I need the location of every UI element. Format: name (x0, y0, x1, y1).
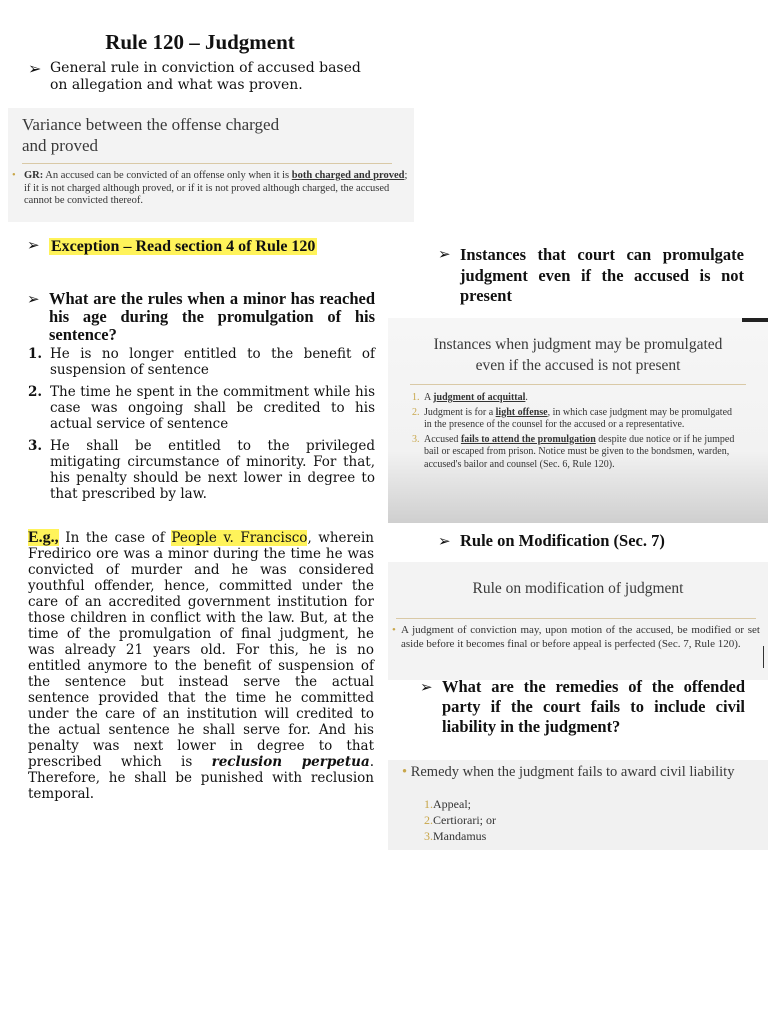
arrow-bullet-icon: ➢ (27, 236, 40, 254)
minor-question: ➢ What are the rules when a minor has reached his age during the promulgation of his sentence? (27, 289, 375, 344)
modification-heading: ➢ Rule on Modification (Sec. 7) (438, 531, 665, 550)
slide-modification (388, 562, 768, 680)
list-item: 1. A judgment of acquittal. (412, 392, 528, 403)
list-item: 2. The time he spent in the commitment while his case was ongoing shall be credited to his actual service of sentence (28, 384, 375, 432)
slide-remedies-list (424, 796, 496, 844)
list-item: 3.Mandamus (424, 829, 487, 843)
example-label: E.g., (28, 529, 59, 546)
list-item: 1. He is no longer entitled to the benefit of suspension of sentence (28, 346, 375, 378)
slide-modification-text: • A judgment of conviction may, upon motion of the accused, be modified or set aside before it becomes final or before appeal is perfected (Sec. 7, Rule 120). (392, 624, 760, 650)
slide-instances (388, 318, 768, 523)
slide-variance-gr: • GR: An accused can be convicted of an offense only when it is both charged and proved; if it is not charged although proved, or if it is not proved although charged, the accused cannot be convicted thereof. (12, 170, 408, 206)
arrow-bullet-icon: ➢ (438, 245, 451, 263)
arrow-bullet-icon: ➢ (27, 290, 40, 308)
slide-remedies (388, 760, 768, 850)
slide-variance-heading: Variance between the offense charged and proved (22, 115, 280, 155)
dot-bullet-icon: • (402, 764, 408, 780)
slide-edge-mark (763, 646, 764, 668)
arrow-bullet-icon: ➢ (420, 678, 433, 696)
arrow-bullet-icon: ➢ (438, 532, 451, 550)
remedies-question: ➢ What are the remedies of the offended party if the court fails to include civil liability in the judgment? (420, 677, 745, 736)
slide-edge-bar (742, 318, 768, 322)
list-item: 2.Certiorari; or (424, 813, 496, 827)
exception-text: Exception – Read section 4 of Rule 120 (51, 238, 316, 255)
intro-bullet (28, 60, 378, 94)
slide-variance (8, 108, 414, 222)
slide-instances-list (412, 392, 742, 471)
slide-modification-heading: Rule on modification of judgment (472, 580, 684, 597)
dot-bullet-icon: • (12, 170, 16, 181)
exception-line (27, 236, 317, 256)
minor-rules-list (28, 346, 375, 502)
slide-instances-heading: Instances when judgment may be promulgated even if the accused is not present (433, 336, 723, 374)
list-item: 3. Accused fails to attend the promulgation despite due notice or if he jumped bail or escaped from prison. Notice must be given to the bondsmen, warden, accused's bailor and counsel (Sec. 6, Rule 120). (412, 433, 735, 470)
list-item: 1.Appeal; (424, 797, 471, 811)
dot-bullet-icon: • (392, 624, 396, 636)
arrow-bullet-icon: ➢ (28, 59, 42, 78)
example-paragraph: E.g., In the case of People v. Francisco, wherein Fredirico ore was a minor during the time he was convicted of murder and he was considered youthful offender, hence, committed under the care of an accredited government institution for those children in conflict with the law. But, at the time of the promulgation of final judgment, he was already 21 years old. For this, he is no entitled anymore to the benefit of suspension of the sentence but instead serve the actual sentence provided that the time he committed under the care of an institution will credited to the actual sentence he shall serve for. And his penalty was next lower in degree to that prescribed which is reclusion perpetua. Therefore, he shall be punished with reclusion temporal. (28, 529, 374, 802)
list-item: 2. Judgment is for a light offense, in which case judgment may be promulgated in the presence of the counsel for the accused or a representative. (412, 406, 733, 430)
intro-bullet-text: General rule in conviction of accused based on allegation and what was proven. (50, 60, 361, 93)
divider (410, 384, 746, 385)
slide-remedies-heading: • Remedy when the judgment fails to award civil liability (402, 764, 735, 780)
page-title: Rule 120 – Judgment (105, 30, 295, 54)
divider (396, 618, 756, 619)
case-name: People v. Francisco (171, 530, 308, 546)
list-item: 3. He shall be entitled to the privileged mitigating circumstance of minority. For that, his penalty should be next lower in degree to that prescribed by law. (28, 438, 375, 502)
divider (22, 163, 392, 164)
instances-heading: ➢ Instances that court can promulgate judgment even if the accused is not present (438, 245, 744, 305)
